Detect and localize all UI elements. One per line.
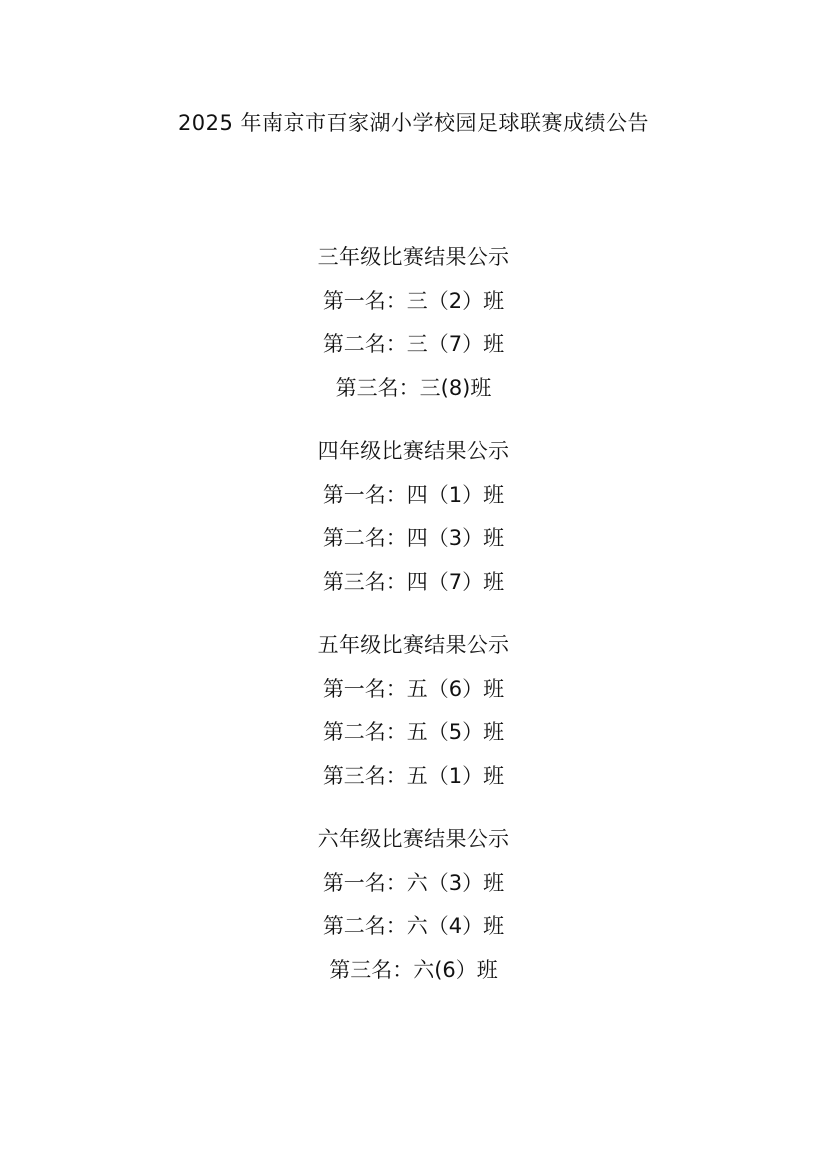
grade-section-6 [0, 818, 827, 992]
result-second-place: 第二名：六（4）班 [322, 914, 505, 938]
document-title: 2025 年南京市百家湖小学校园足球联赛成绩公告 [177, 111, 650, 135]
result-third-place: 第三名：四（7）班 [322, 569, 505, 594]
result-first-place: 第一名：五（6）班 [322, 676, 505, 701]
result-first-place: 第一名：四（1）班 [322, 482, 505, 507]
result-third-place: 第三名：五（1）班 [322, 763, 505, 788]
grade-section-5 [0, 624, 827, 798]
results-sections [0, 236, 827, 1012]
grade-section-4 [0, 430, 827, 604]
grade-section-3 [0, 236, 827, 410]
result-first-place: 第一名：三（2）班 [322, 288, 505, 313]
section-heading: 五年级比赛结果公示 [317, 633, 510, 657]
result-first-place: 第一名：六（3）班 [322, 870, 505, 895]
result-second-place: 第二名：三（7）班 [322, 332, 505, 356]
section-heading: 三年级比赛结果公示 [317, 245, 510, 269]
result-second-place: 第二名：五（5）班 [322, 720, 505, 744]
result-third-place: 第三名：六(6）班 [329, 957, 498, 982]
result-second-place: 第二名：四（3）班 [322, 526, 505, 550]
section-heading: 六年级比赛结果公示 [317, 827, 510, 851]
result-third-place: 第三名：三(8)班 [335, 375, 492, 400]
section-heading: 四年级比赛结果公示 [317, 439, 510, 463]
